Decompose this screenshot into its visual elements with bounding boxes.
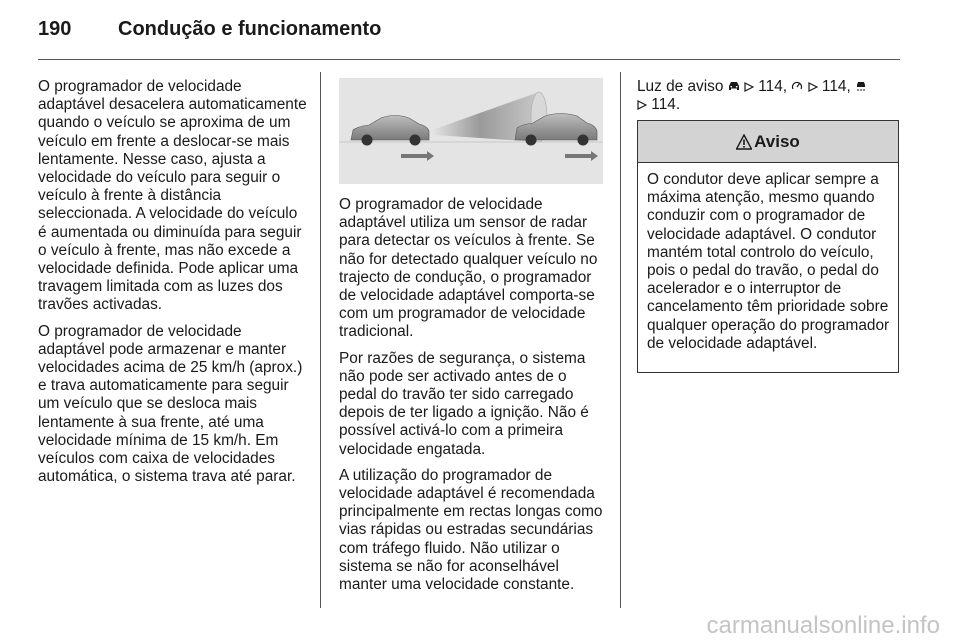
paragraph: O programador de velocidade adaptável desacelera automaticamente quando o veículo se aproxima de um veículo em frente a deslocar-se mais lentamente. Nesse caso, ajusta a velocidade do veículo para seguir o veículo à frente à distância seleccionada. A velocidade do veículo é aumentada ou diminuída para seguir o veículo à frente, mas não excede a velocidade definida. Pode aplicar uma travagem limitada com as luzes dos travões activadas. (38, 78, 307, 314)
direction-arrow-icon (565, 151, 598, 161)
watermark: carmanualsonline.info (706, 612, 940, 639)
paragraph: A utilização do programador de velocidade adaptável é recomendada principalmente em rectas longas como vias rápidas ou estradas secundárias com tráfego fluido. Não utilizar o sistema se não for aconselhável manter uma velocidade constante. (339, 466, 603, 594)
page-header (38, 18, 900, 50)
page-ref-icon (744, 82, 754, 92)
warning-title: Aviso (754, 131, 800, 151)
warning-triangle-icon (736, 134, 752, 150)
radar-illustration (339, 78, 603, 184)
column-2 (339, 196, 605, 602)
header-rule (38, 59, 900, 60)
car-distance-icon (855, 80, 867, 92)
direction-arrow-icon (401, 151, 434, 161)
paragraph: Por razões de segurança, o sistema não pode ser activado antes de o pedal do travão ter sido carregado depois de ter ligado a ignição. Não é possível activá-lo com a primeira velocidade engatada. (339, 349, 589, 458)
rear-car-icon (351, 116, 429, 146)
page-number: 190 (38, 18, 72, 40)
cruise-gauge-icon (791, 80, 803, 92)
paragraph: O programador de velocidade adaptável pode armazenar e manter velocidades acima de 25 km/h (aprox.) e trava automaticamente para seguir um veículo que se desloca mais lentamente à sua frente, até uma velocidade mínima de 15 km/h. Em veículos com caixa de velocidades automática, o sistema trava até parar. (38, 322, 303, 486)
column-3 (637, 78, 901, 122)
car-front-icon (728, 80, 740, 92)
section-title: Condução e funcionamento (118, 18, 382, 40)
column-divider-1 (320, 72, 321, 608)
page-ref-icon (808, 82, 818, 92)
warning-header (638, 121, 898, 163)
column-divider-2 (620, 72, 621, 608)
page-ref-icon (637, 100, 647, 110)
warning-light-refs: Luz de aviso 114, 114, 114. (637, 78, 901, 114)
column-1 (38, 78, 308, 494)
warning-box (637, 120, 899, 373)
paragraph: O programador de velocidade adaptável utiliza um sensor de radar para detectar os veículos à frente. Se não for detectado qualquer veículo no trajecto de condução, o programador de velocidade adaptável comporta-se com um programador de velocidade tradicional. (339, 196, 598, 341)
warning-text: O condutor deve aplicar sempre a máxima atenção, mesmo quando conduzir com o programador de velocidade adaptável. O condutor mantém total controlo do veículo, pois o pedal do travão, o pedal do acelerador e o interruptor de cancelamento têm prioridade sobre qualquer operação do programador de velocidade adaptável. (647, 171, 890, 352)
